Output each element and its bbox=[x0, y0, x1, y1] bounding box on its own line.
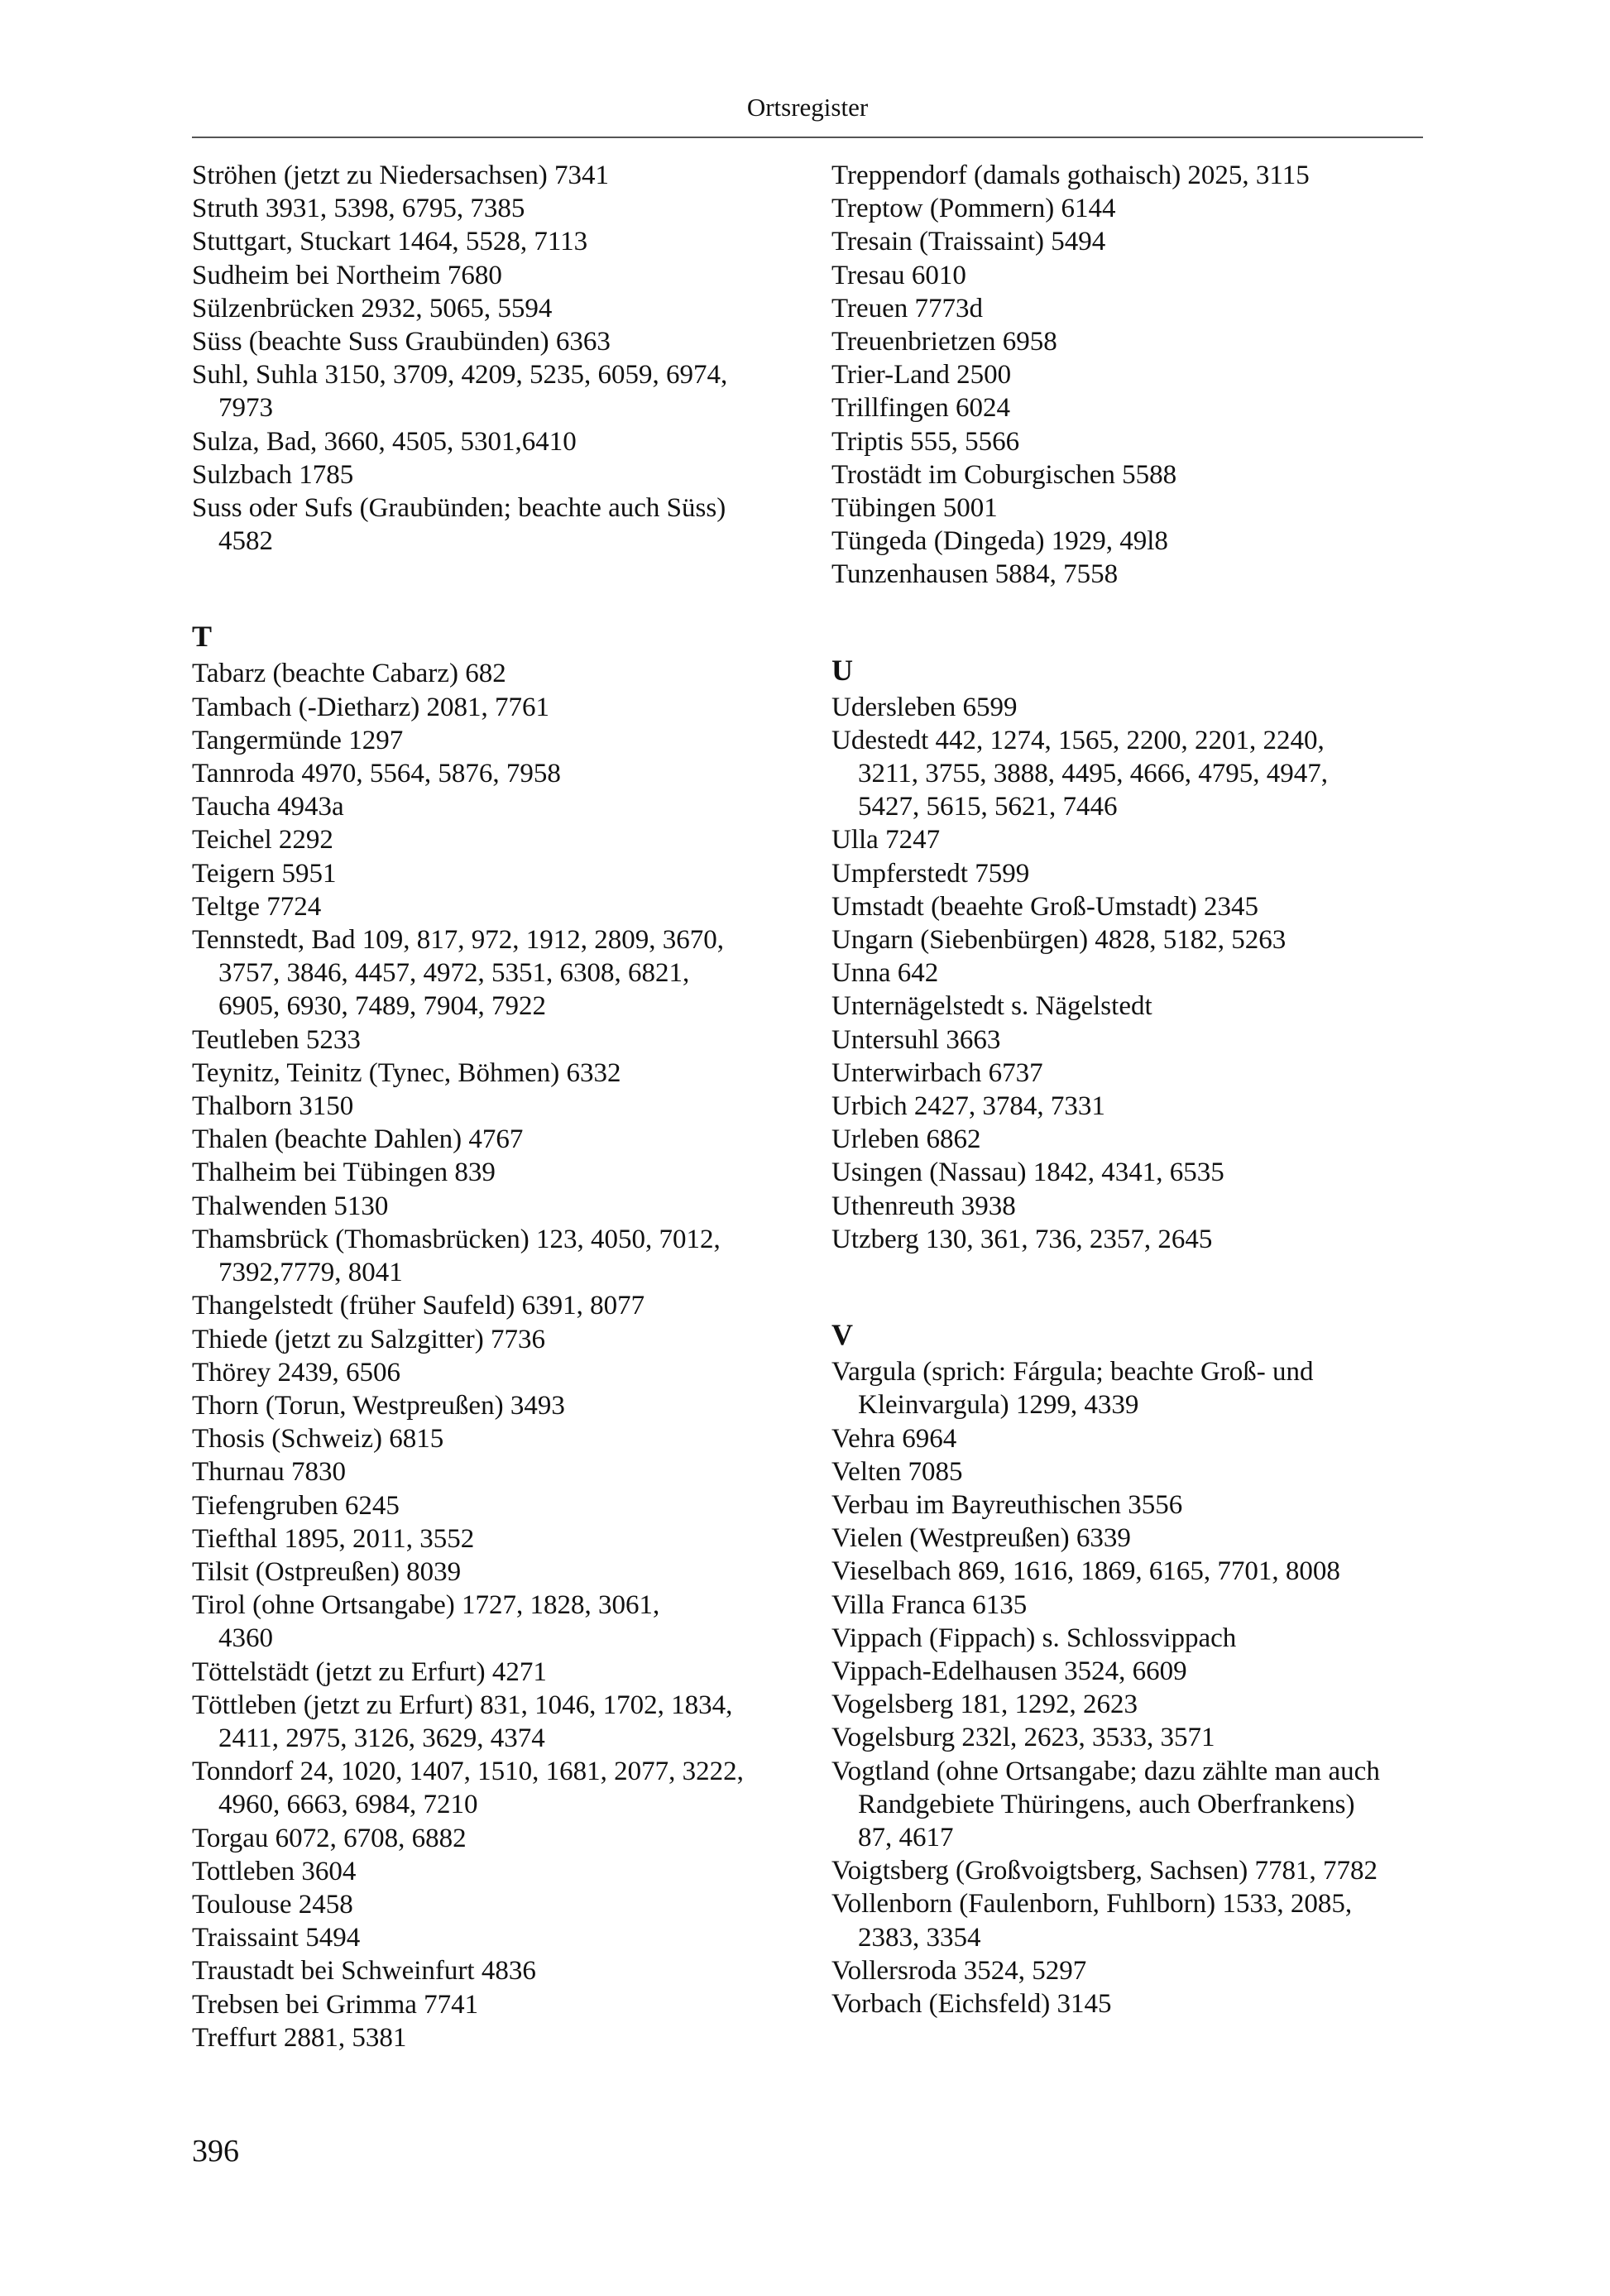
index-entry bbox=[831, 956, 1444, 990]
index-entry bbox=[831, 425, 1444, 458]
entry-line: Vielen (Westpreußen) 6339 bbox=[831, 1523, 1131, 1554]
entry-line: Teynitz, Teinitz (Tynec, Böhmen) 6332 bbox=[192, 1057, 621, 1088]
entry-line: Toulouse 2458 bbox=[192, 1889, 353, 1920]
index-entry bbox=[831, 1355, 1444, 1421]
entry-line: Tangermünde 1297 bbox=[192, 725, 404, 755]
entry-line: Villa Franca 6135 bbox=[831, 1589, 1028, 1620]
entry-line: Tresau 6010 bbox=[831, 260, 966, 290]
entry-line: Thörey 2439, 6506 bbox=[192, 1357, 401, 1388]
index-entry bbox=[831, 1223, 1444, 1256]
entry-line: Vippach-Edelhausen 3524, 6609 bbox=[831, 1656, 1187, 1686]
index-entry bbox=[192, 790, 804, 823]
entry-line: Vippach (Fippach) s. Schlossvippach bbox=[831, 1623, 1237, 1653]
entry-line: Thalen (beachte Dahlen) 4767 bbox=[192, 1124, 524, 1155]
entry-line: Triptis 555, 5566 bbox=[831, 426, 1020, 457]
entry-line: Vieselbach 869, 1616, 1869, 6165, 7701, 8008 bbox=[831, 1556, 1340, 1587]
index-entry bbox=[831, 1023, 1444, 1057]
entry-line: Vogelsberg 181, 1292, 2623 bbox=[831, 1690, 1138, 1720]
index-entry bbox=[192, 1522, 804, 1555]
entry-line: Tresain (Traissaint) 5494 bbox=[831, 227, 1106, 257]
entry-line: Sulza, Bad, 3660, 4505, 5301,6410 bbox=[192, 426, 577, 457]
index-entry bbox=[192, 225, 804, 258]
entry-line: Urleben 6862 bbox=[831, 1124, 981, 1155]
index-entry bbox=[192, 1289, 804, 1322]
entry-line: Vargula (sprich: Fárgula; beachte Groß- und bbox=[831, 1357, 1314, 1388]
index-entry bbox=[831, 1721, 1444, 1754]
index-entry bbox=[192, 1822, 804, 1855]
index-entry bbox=[192, 1489, 804, 1522]
index-entry bbox=[831, 1854, 1444, 1887]
entry-line: Thosis (Schweiz) 6815 bbox=[192, 1424, 444, 1455]
index-entry bbox=[831, 491, 1444, 525]
entry-line: Tiefthal 1895, 2011, 3552 bbox=[192, 1523, 475, 1554]
entry-continuation-line: 4582 bbox=[218, 526, 273, 557]
entry-line: Udestedt 442, 1274, 1565, 2200, 2201, 2240, bbox=[831, 725, 1325, 755]
index-entry bbox=[192, 1921, 804, 1954]
index-entry bbox=[831, 259, 1444, 292]
entry-line: Vehra 6964 bbox=[831, 1423, 957, 1454]
entry-line: Torgau 6072, 6708, 6882 bbox=[192, 1823, 467, 1853]
entry-line: Vogtland (ohne Ortsangabe; dazu zählte man auch bbox=[831, 1756, 1380, 1786]
entry-line: Treuen 7773d bbox=[831, 293, 984, 324]
index-entry bbox=[192, 1888, 804, 1921]
section-heading-u: U bbox=[831, 653, 853, 687]
index-entry bbox=[192, 691, 804, 724]
entry-continuation-line: 3757, 3846, 4457, 4972, 5351, 6308, 6821, bbox=[218, 958, 690, 989]
index-entry bbox=[831, 691, 1444, 724]
entry-line: Teutleben 5233 bbox=[192, 1024, 361, 1055]
index-entry bbox=[831, 192, 1444, 225]
entry-continuation-line: 5427, 5615, 5621, 7446 bbox=[858, 792, 1118, 822]
index-entry bbox=[192, 1356, 804, 1389]
entry-line: Ströhen (jetzt zu Niedersachsen) 7341 bbox=[192, 161, 609, 190]
index-entry bbox=[192, 1223, 804, 1289]
index-entry bbox=[831, 1455, 1444, 1488]
index-entry bbox=[192, 425, 804, 458]
entry-continuation-line: 3211, 3755, 3888, 4495, 4666, 4795, 4947, bbox=[858, 759, 1329, 789]
index-column-right bbox=[831, 159, 1444, 2020]
index-entry bbox=[831, 325, 1444, 358]
entry-line: Sülzenbrücken 2932, 5065, 5594 bbox=[192, 293, 553, 324]
index-entry bbox=[192, 757, 804, 790]
index-entry bbox=[192, 159, 804, 192]
entry-line: Unna 642 bbox=[831, 958, 939, 989]
entry-continuation-line: Randgebiete Thüringens, auch Oberfrankens) bbox=[858, 1789, 1355, 1819]
index-entry bbox=[192, 325, 804, 358]
index-entry bbox=[831, 1156, 1444, 1189]
index-entry bbox=[192, 1555, 804, 1589]
index-entry bbox=[831, 458, 1444, 491]
index-entry bbox=[831, 159, 1444, 192]
entry-line: Stuttgart, Stuckart 1464, 5528, 7113 bbox=[192, 227, 588, 257]
index-entry bbox=[192, 2021, 804, 2054]
index-entry bbox=[192, 657, 804, 690]
entry-line: Tirol (ohne Ortsangabe) 1727, 1828, 3061, bbox=[192, 1590, 660, 1621]
page-number: 396 bbox=[192, 2134, 239, 2169]
index-entry bbox=[831, 1422, 1444, 1455]
index-entry bbox=[831, 1755, 1444, 1855]
index-entry bbox=[831, 823, 1444, 856]
index-entry bbox=[192, 1589, 804, 1655]
index-entry bbox=[831, 358, 1444, 391]
entry-line: Tottleben 3604 bbox=[192, 1856, 357, 1886]
entry-line: Umstadt (beaehte Groß-Umstadt) 2345 bbox=[831, 891, 1258, 922]
entry-line: Traustadt bei Schweinfurt 4836 bbox=[192, 1956, 536, 1987]
entry-line: Sudheim bei Northeim 7680 bbox=[192, 260, 502, 290]
entry-line: Tabarz (beachte Cabarz) 682 bbox=[192, 659, 506, 689]
entry-line: Teichel 2292 bbox=[192, 825, 333, 856]
index-entry bbox=[831, 1655, 1444, 1688]
index-entry bbox=[831, 890, 1444, 923]
index-entry bbox=[831, 990, 1444, 1023]
entry-line: Tunzenhausen 5884, 7558 bbox=[831, 559, 1119, 590]
entry-line: Thorn (Torun, Westpreußen) 3493 bbox=[192, 1390, 565, 1421]
entry-line: Trier-Land 2500 bbox=[831, 360, 1012, 391]
index-entry bbox=[831, 857, 1444, 890]
entry-line: Teigern 5951 bbox=[192, 858, 337, 889]
entry-line: Tonndorf 24, 1020, 1407, 1510, 1681, 2077, 3222, bbox=[192, 1757, 744, 1787]
index-entry bbox=[831, 1488, 1444, 1522]
index-entry bbox=[831, 1090, 1444, 1123]
index-entry bbox=[192, 458, 804, 491]
entry-line: Tannroda 4970, 5564, 5876, 7958 bbox=[192, 759, 561, 789]
entry-line: Tambach (-Dietharz) 2081, 7761 bbox=[192, 692, 550, 722]
index-entry bbox=[831, 292, 1444, 325]
index-entry bbox=[192, 857, 804, 890]
index-entry bbox=[192, 823, 804, 856]
entry-continuation-line: Kleinvargula) 1299, 4339 bbox=[858, 1390, 1139, 1421]
index-entry bbox=[192, 890, 804, 923]
entry-line: Vogelsburg 232l, 2623, 3533, 3571 bbox=[831, 1723, 1215, 1753]
section-heading-t: T bbox=[192, 620, 213, 654]
index-entry bbox=[192, 1057, 804, 1090]
entry-line: Süss (beachte Suss Graubünden) 6363 bbox=[192, 327, 611, 357]
index-entry bbox=[831, 724, 1444, 824]
entry-line: Sulzbach 1785 bbox=[192, 459, 354, 490]
index-entry bbox=[831, 1688, 1444, 1721]
entry-continuation-line: 4360 bbox=[218, 1623, 273, 1654]
entry-line: Thamsbrück (Thomasbrücken) 123, 4050, 7012, bbox=[192, 1224, 721, 1254]
index-entry bbox=[831, 923, 1444, 956]
entry-line: Unterwirbach 6737 bbox=[831, 1057, 1043, 1088]
index-entry bbox=[192, 1954, 804, 1987]
index-entry bbox=[192, 1190, 804, 1223]
index-entry bbox=[192, 1123, 804, 1156]
index-entry bbox=[192, 1422, 804, 1455]
entry-line: Voigtsberg (Großvoigtsberg, Sachsen) 7781, 7782 bbox=[831, 1856, 1378, 1886]
index-entry bbox=[192, 1689, 804, 1755]
entry-line: Töttleben (jetzt zu Erfurt) 831, 1046, 1702, 1834, bbox=[192, 1690, 733, 1720]
index-entry bbox=[192, 1156, 804, 1189]
entry-line: Töttelstädt (jetzt zu Erfurt) 4271 bbox=[192, 1656, 547, 1687]
entry-line: Treuenbrietzen 6958 bbox=[831, 327, 1057, 357]
entry-line: Treffurt 2881, 5381 bbox=[192, 2022, 407, 2053]
running-head: Ortsregister bbox=[746, 93, 869, 122]
index-entry bbox=[831, 1987, 1444, 2020]
entry-line: Tübingen 5001 bbox=[831, 493, 998, 524]
index-entry bbox=[831, 1057, 1444, 1090]
entry-line: Tüngeda (Dingeda) 1929, 49l8 bbox=[831, 526, 1168, 557]
entry-line: Vollenborn (Faulenborn, Fuhlborn) 1533, 2085, bbox=[831, 1889, 1353, 1920]
entry-line: Thalborn 3150 bbox=[192, 1091, 354, 1122]
index-entry bbox=[192, 1455, 804, 1488]
index-column-left bbox=[192, 159, 804, 2054]
index-entry bbox=[831, 1954, 1444, 1987]
index-entry bbox=[192, 1755, 804, 1821]
entry-line: Vorbach (Eichsfeld) 3145 bbox=[831, 1988, 1112, 2019]
index-entry bbox=[831, 1123, 1444, 1156]
entry-line: Suhl, Suhla 3150, 3709, 4209, 5235, 6059, 6974, bbox=[192, 360, 728, 391]
section-heading-v: V bbox=[831, 1318, 853, 1352]
entry-line: Utzberg 130, 361, 736, 2357, 2645 bbox=[831, 1224, 1213, 1254]
entry-continuation-line: 87, 4617 bbox=[858, 1822, 954, 1853]
index-entry bbox=[831, 1190, 1444, 1223]
index-entry bbox=[831, 558, 1444, 591]
index-entry bbox=[192, 1988, 804, 2021]
entry-continuation-line: 2383, 3354 bbox=[858, 1922, 981, 1953]
entry-line: Unternägelstedt s. Nägelstedt bbox=[831, 991, 1152, 1022]
entry-line: Tennstedt, Bad 109, 817, 972, 1912, 2809, 3670, bbox=[192, 925, 724, 956]
entry-line: Thiede (jetzt zu Salzgitter) 7736 bbox=[192, 1324, 546, 1354]
entry-continuation-line: 2411, 2975, 3126, 3629, 4374 bbox=[218, 1723, 545, 1753]
index-entry bbox=[192, 1656, 804, 1689]
entry-line: Treppendorf (damals gothaisch) 2025, 3115 bbox=[831, 161, 1310, 190]
entry-line: Tilsit (Ostpreußen) 8039 bbox=[192, 1556, 462, 1587]
entry-line: Teltge 7724 bbox=[192, 891, 322, 922]
entry-line: Traissaint 5494 bbox=[192, 1923, 361, 1953]
entry-line: Thurnau 7830 bbox=[192, 1457, 347, 1488]
index-entry bbox=[831, 1555, 1444, 1588]
index-entry bbox=[192, 358, 804, 424]
entry-line: Trebsen bei Grimma 7741 bbox=[192, 1989, 479, 2020]
entry-line: Verbau im Bayreuthischen 3556 bbox=[831, 1489, 1183, 1520]
index-entry bbox=[831, 1622, 1444, 1655]
entry-continuation-line: 4960, 6663, 6984, 7210 bbox=[218, 1790, 478, 1820]
entry-continuation-line: 6905, 6930, 7489, 7904, 7922 bbox=[218, 991, 546, 1022]
entry-line: Umpferstedt 7599 bbox=[831, 858, 1030, 889]
entry-line: Trillfingen 6024 bbox=[831, 393, 1011, 424]
entry-continuation-line: 7392,7779, 8041 bbox=[218, 1258, 403, 1288]
entry-line: Velten 7085 bbox=[831, 1456, 963, 1487]
entry-line: Suss oder Sufs (Graubünden; beachte auch Süss) bbox=[192, 493, 726, 524]
entry-line: Vollersroda 3524, 5297 bbox=[831, 1955, 1087, 1986]
index-entry bbox=[192, 259, 804, 292]
index-entry bbox=[831, 1887, 1444, 1953]
entry-line: Uthenreuth 3938 bbox=[831, 1191, 1016, 1221]
entry-continuation-line: 7973 bbox=[218, 393, 273, 424]
index-entry bbox=[192, 292, 804, 325]
entry-line: Thangelstedt (früher Saufeld) 6391, 8077 bbox=[192, 1291, 645, 1321]
index-entry bbox=[831, 1589, 1444, 1622]
index-entry bbox=[831, 391, 1444, 424]
entry-line: Ungarn (Siebenbürgen) 4828, 5182, 5263 bbox=[831, 925, 1287, 956]
entry-line: Taucha 4943a bbox=[192, 792, 344, 822]
entry-line: Udersleben 6599 bbox=[831, 692, 1018, 722]
index-entry bbox=[192, 1389, 804, 1422]
index-entry bbox=[831, 525, 1444, 558]
index-entry bbox=[831, 225, 1444, 258]
header-rule bbox=[192, 137, 1423, 138]
entry-line: Thalwenden 5130 bbox=[192, 1191, 389, 1221]
index-entry bbox=[192, 192, 804, 225]
entry-line: Trostädt im Coburgischen 5588 bbox=[831, 459, 1177, 490]
entry-line: Struth 3931, 5398, 6795, 7385 bbox=[192, 194, 525, 224]
entry-line: Untersuhl 3663 bbox=[831, 1024, 1001, 1055]
index-entry bbox=[831, 1522, 1444, 1555]
entry-line: Ulla 7247 bbox=[831, 825, 941, 856]
entry-line: Usingen (Nassau) 1842, 4341, 6535 bbox=[831, 1158, 1224, 1188]
index-entry bbox=[192, 923, 804, 1023]
entry-line: Treptow (Pommern) 6144 bbox=[831, 194, 1116, 224]
entry-line: Tiefengruben 6245 bbox=[192, 1490, 400, 1521]
index-entry bbox=[192, 1323, 804, 1356]
index-entry bbox=[192, 491, 804, 558]
index-entry bbox=[192, 724, 804, 757]
index-entry bbox=[192, 1855, 804, 1888]
entry-line: Thalheim bei Tübingen 839 bbox=[192, 1158, 496, 1188]
index-entry bbox=[192, 1090, 804, 1123]
index-entry bbox=[192, 1023, 804, 1057]
entry-line: Urbich 2427, 3784, 7331 bbox=[831, 1091, 1105, 1122]
